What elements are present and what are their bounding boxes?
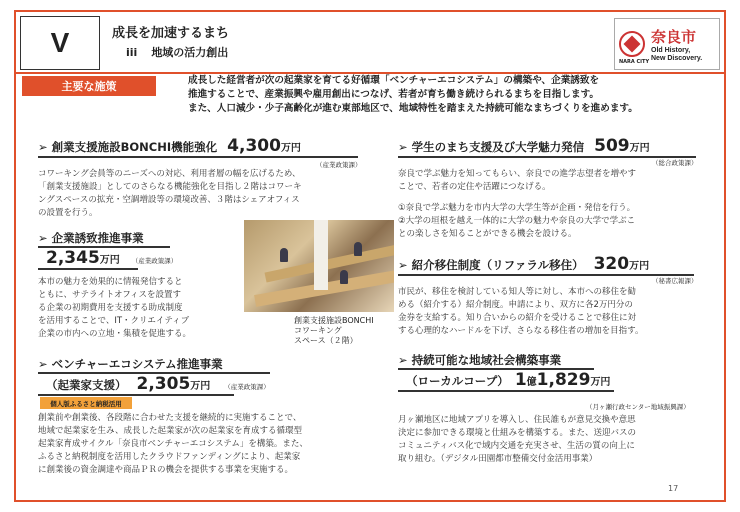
budget-amount — [137, 374, 211, 394]
text-line: 市民が、移住を検討している知人等に対し、本市への移住を勧 — [398, 287, 637, 297]
section-coop-text — [398, 414, 708, 466]
section-title-text: 学生のまち支援及び大学魅力発信 — [411, 140, 585, 154]
page-number: 17 — [668, 484, 679, 493]
text-line: ふるさと納税制度を活用したクラウドファンディングにより、起業家 — [38, 452, 301, 462]
text-line: との楽しさを知ることができる機会を設ける。 — [398, 229, 577, 239]
text-line: コワーキング会員等のニーズへの対応、利用者層の幅を広げるため、 — [38, 169, 301, 179]
section-underline — [38, 268, 138, 270]
intro-line: 成長した経営者が次の起業家を育てる好循環「ベンチャーエコシステム」の構築や、企業誘致を — [188, 75, 600, 86]
text-line: コミュニティバス化で域内交通を充実させ、生活の質の向上に — [398, 441, 635, 451]
amount-unit: 万円 — [629, 261, 650, 272]
amount-value: 1,829 — [536, 370, 591, 390]
subtitle-text: 地域の活力創出 — [151, 46, 229, 59]
section-gakusei-title — [398, 136, 650, 156]
page-subtitle — [126, 44, 228, 60]
section-subtitle: （ローカルコープ） — [406, 374, 509, 388]
section-underline — [38, 156, 358, 158]
amount-value: 509 — [594, 136, 630, 156]
section-coop-title — [398, 352, 561, 368]
text-line: ともに、サテライトオフィスを設置す — [38, 290, 182, 300]
section-yuchi-text — [38, 276, 242, 341]
nara-emblem-icon — [619, 31, 645, 57]
photo-pillar — [314, 220, 328, 290]
section-venture-title — [38, 356, 223, 372]
text-line — [398, 194, 708, 202]
amount-oku-unit: 億 — [526, 377, 537, 388]
text-line: 取り組む。（デジタル田園都市整備交付金活用事業） — [398, 454, 598, 464]
arrow-icon: ➢ — [398, 353, 408, 367]
text-line: の設置を行う。 — [38, 208, 98, 218]
department: （産業政策課） — [316, 161, 362, 169]
section-title-text: 企業誘致推進事業 — [51, 231, 144, 245]
section-bonchi-title — [38, 136, 301, 156]
budget-amount — [515, 370, 611, 390]
text-line: る企業の初期費用を支援する助成制度 — [38, 303, 183, 313]
section-shokai-title — [398, 254, 649, 274]
amount-unit: 万円 — [190, 381, 211, 392]
subtitle-number: iii — [126, 46, 138, 59]
department: （産業政策課） — [224, 383, 270, 391]
amount-unit: 万円 — [99, 255, 120, 266]
amount-unit: 万円 — [629, 143, 650, 154]
text-line: 「創業支援施設」としてのさらなる機能強化を目指し２階はコワーキ — [38, 182, 302, 192]
section-underline — [38, 394, 234, 396]
chapter-number: V — [20, 16, 100, 70]
coworking-photo — [244, 220, 394, 312]
intro-text — [188, 74, 708, 116]
section-gakusei-text — [398, 168, 708, 241]
text-line: める（紹介する）紹介制度。申請により、双方に各2万円分の — [398, 300, 633, 310]
amount-oku-value: 1 — [514, 370, 527, 390]
budget-amount — [594, 136, 650, 156]
text-line: 奈良で学ぶ魅力を知ってもらい、奈良での進学志望者を増やす — [398, 169, 637, 179]
logo-en-2: New Discovery. — [651, 54, 703, 62]
arrow-icon: ➢ — [38, 357, 48, 371]
amount-unit: 万円 — [590, 377, 611, 388]
logo-text — [651, 26, 702, 63]
section-subtitle: （起業家支援） — [46, 378, 127, 392]
intro-line: また、人口減少・少子高齢化が進む東部地区で、地域特性を踏まえた持続可能なまちづくりを進めます。 — [188, 103, 638, 114]
amount-unit: 万円 — [280, 143, 301, 154]
section-title-text: ベンチャーエコシステム推進事業 — [51, 357, 223, 371]
photo-caption — [294, 316, 374, 346]
text-line: 月ヶ瀬地区に地域アプリを導入し、住民誰もが意見交換や意思 — [398, 415, 636, 425]
department: （産業政策課） — [131, 257, 178, 265]
department: （総合政策課） — [652, 159, 698, 167]
text-line: ①奈良で学ぶ魅力を市内大学の大学生等が企画・発信を行う。 — [398, 203, 636, 213]
arrow-icon: ➢ — [38, 140, 48, 154]
text-line: に創業後の資金調達や商品ＰＲの機会を提供する事業を実施する。 — [38, 465, 294, 475]
text-line: 地域で起業家を生み、成長した起業家が次の起業家を育成する循環型 — [38, 426, 303, 436]
caption-line: スペース（２階） — [294, 336, 358, 345]
photo-person — [280, 248, 288, 262]
department: （月ヶ瀬行政センター地域振興課） — [586, 403, 690, 411]
amount-value: 4,300 — [227, 136, 281, 156]
arrow-icon: ➢ — [398, 258, 408, 272]
page-title: 成長を加速するまち — [112, 26, 230, 41]
budget-amount — [594, 254, 650, 274]
text-line: ングスペースの拡充・空調増設等の環境改善、３階はシェアオフィス — [38, 195, 300, 205]
section-venture-text — [38, 412, 388, 477]
section-venture-amount — [46, 374, 270, 394]
amount-value: 2,305 — [136, 374, 191, 394]
text-line: 企業の市内への立地・集積を促進する。 — [38, 329, 192, 339]
caption-line: 創業支援施設BONCHI — [294, 316, 374, 325]
department: （秘書広報課） — [652, 277, 698, 285]
section-coop-amount — [406, 370, 610, 390]
arrow-icon: ➢ — [38, 231, 48, 245]
section-title-text: 紹介移住制度（リファラル移住） — [411, 258, 584, 272]
section-bonchi-text — [38, 168, 378, 220]
intro-line: 推進することで、産業振興や雇用創出につなげ、若者が育ち働き続けられるまちを目指します。 — [188, 89, 599, 100]
amount-value: 320 — [593, 254, 630, 274]
text-line: 起業家育成サイクル「奈良市ベンチャーエコシステム」を構築。また、 — [38, 439, 308, 449]
section-underline — [398, 274, 694, 276]
text-line: 決定に参加できる環境と仕組みを構築する。また、送迎バスの — [398, 428, 637, 438]
text-line: ことで、若者の定住や活躍につなげる。 — [398, 182, 551, 192]
furusato-badge: 個人版ふるさと納税活用 — [40, 397, 132, 409]
section-yuchi-amount — [38, 248, 177, 268]
section-yuchi-title — [38, 230, 144, 246]
section-title-text: 持続可能な地域社会構築事業 — [411, 353, 562, 367]
text-line: 本市の魅力を効果的に情報発信すると — [38, 277, 183, 287]
section-underline — [398, 390, 614, 392]
text-line: 金券を支給する。知り合いからの紹介を受けることで移住に対 — [398, 313, 637, 323]
logo-jp: 奈良市 — [651, 27, 697, 46]
budget-amount — [227, 136, 301, 156]
text-line: を活用することで、IT・クリエイティブ — [38, 316, 190, 326]
policy-label: 主要な施策 — [22, 76, 156, 96]
logo-en-1: Old History, — [651, 46, 691, 54]
arrow-icon: ➢ — [398, 140, 408, 154]
amount-value: 2,345 — [46, 248, 100, 268]
text-line: 創業前や創業後、各段階に合わせた支援を継続的に実施することで、 — [38, 413, 302, 423]
section-shokai-text — [398, 286, 708, 338]
budget-amount — [46, 248, 120, 268]
header — [16, 12, 724, 74]
caption-line: コワーキング — [294, 326, 342, 335]
text-line: ②大学の垣根を越え一体的に大学の魅力や奈良の大学で学ぶこ — [398, 216, 636, 226]
photo-person — [340, 270, 348, 284]
text-line: する心理的なハードルを下げ、さらなる移住者の増加を目指す。 — [398, 326, 644, 336]
photo-person — [354, 242, 362, 256]
section-title-text: 創業支援施設BONCHI機能強化 — [51, 140, 218, 154]
logo-city: NARA CITY — [619, 59, 650, 65]
nara-city-logo — [614, 18, 720, 70]
